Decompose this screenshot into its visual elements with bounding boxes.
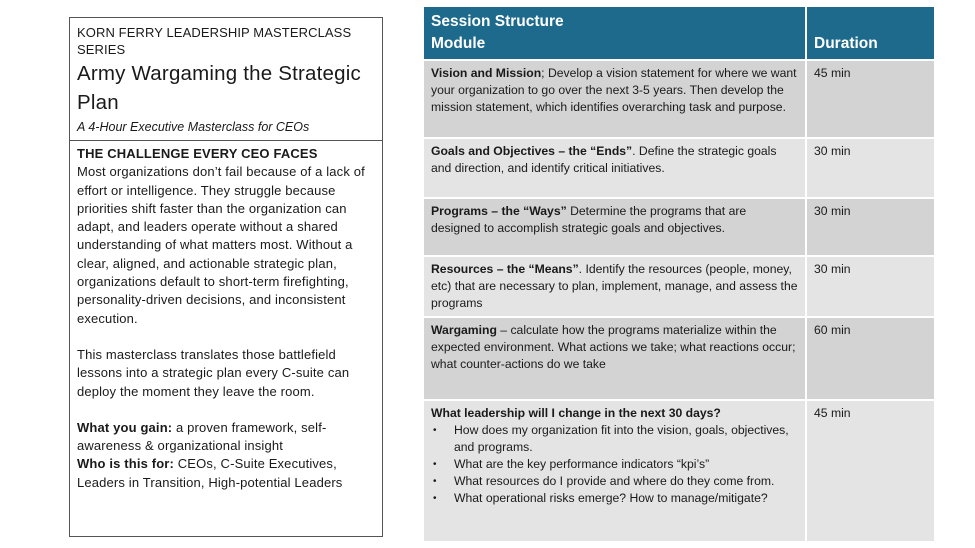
duration-cell: 30 min — [807, 257, 934, 316]
module-cell — [424, 139, 805, 197]
audience-label: Who is this for: — [77, 456, 174, 472]
module-title: Goals and Objectives – the “Ends” — [431, 144, 633, 158]
challenge-heading: THE CHALLENGE EVERY CEO FACES — [77, 146, 318, 161]
gain-text: a proven framework, self-awareness & organizational insight — [77, 419, 327, 454]
module-column-header: Module — [431, 35, 486, 52]
module-header — [424, 7, 805, 59]
module-cell — [424, 318, 805, 399]
module-desc: . Define the strategic goals and direction, and identify critical initiatives. — [431, 144, 777, 175]
question-list — [431, 422, 798, 507]
duration-cell: 30 min — [807, 139, 934, 197]
series-label: KORN FERRY LEADERSHIP MASTERCLASS SERIES — [77, 25, 352, 57]
module-title: Resources – the “Means” — [431, 262, 579, 276]
list-item: • What resources do I provide and where do they come from. — [431, 473, 798, 490]
duration-cell: 30 min — [807, 199, 934, 255]
module-desc: . Identify the resources (people, money, etc) that are necessary to plan, implement, manage, and assess the programs — [431, 262, 798, 310]
duration-cell: 45 min — [807, 61, 934, 137]
table-row — [424, 318, 934, 399]
subtitle: A 4-Hour Executive Masterclass for CEOs — [77, 120, 310, 134]
table-row — [424, 401, 934, 541]
module-title: Vision and Mission — [431, 66, 542, 80]
gain-paragraph — [77, 419, 375, 456]
module-title: What leadership will I change in the next 30 days? — [431, 406, 721, 420]
challenge-text: Most organizations don’t fail because of a lack of effort or intelligence. They struggle because priorities shift faster than the organization can adapt, and leaders operate without a shared understanding of what matters most. Without a clear, aligned, and actionable strategic plan, organizations default to short-term firefighting, personality-driven decisions, and inconsistent execution. — [77, 164, 365, 326]
duration-cell: 60 min — [807, 318, 934, 399]
duration-column-header: Duration — [807, 7, 934, 59]
module-desc: Determine the programs that are designed to accomplish strategic goals and objectives. — [431, 204, 747, 235]
session-structure — [424, 7, 934, 543]
audience-paragraph — [77, 455, 375, 492]
title-box — [69, 17, 383, 141]
session-table — [422, 5, 936, 543]
session-structure-heading: Session Structure — [431, 13, 564, 30]
table-row — [424, 61, 934, 137]
duration-cell: 45 min — [807, 401, 934, 541]
table-row — [424, 199, 934, 255]
masterclass-overview — [69, 17, 383, 537]
list-item: • What operational risks emerge? How to manage/mitigate? — [431, 490, 798, 507]
page-title: Army Wargaming the Strategic Plan — [77, 62, 361, 114]
gain-label: What you gain: — [77, 419, 173, 435]
table-row — [424, 139, 934, 197]
module-title: Wargaming — [431, 323, 497, 337]
masterclass-text: This masterclass translates those battlefield lessons into a strategic plan every C-suite can deploy the moment they leave the room. — [77, 346, 350, 399]
description-box — [69, 141, 383, 537]
table-header-row — [424, 7, 934, 59]
module-cell — [424, 257, 805, 316]
module-title: Programs – the “Ways” — [431, 204, 567, 218]
module-desc: ; Develop a vision statement for where we want your organization to go over the next 3-5 years. Then develop the mission statement, which identifies overarching task and purpose. — [431, 66, 797, 114]
list-item: • How does my organization fit into the vision, goals, objectives, and programs. — [431, 422, 798, 456]
audience-text: CEOs, C-Suite Executives, Leaders in Transition, High-potential Leaders — [77, 456, 343, 490]
list-item: • What are the key performance indicators “kpi’s” — [431, 456, 798, 473]
table-row — [424, 257, 934, 316]
module-cell — [424, 401, 805, 541]
module-desc: – calculate how the programs materialize within the expected environment. What actions we take; what reactions occur; what counter-actions do we take — [431, 323, 796, 371]
module-cell — [424, 61, 805, 137]
module-cell — [424, 199, 805, 255]
